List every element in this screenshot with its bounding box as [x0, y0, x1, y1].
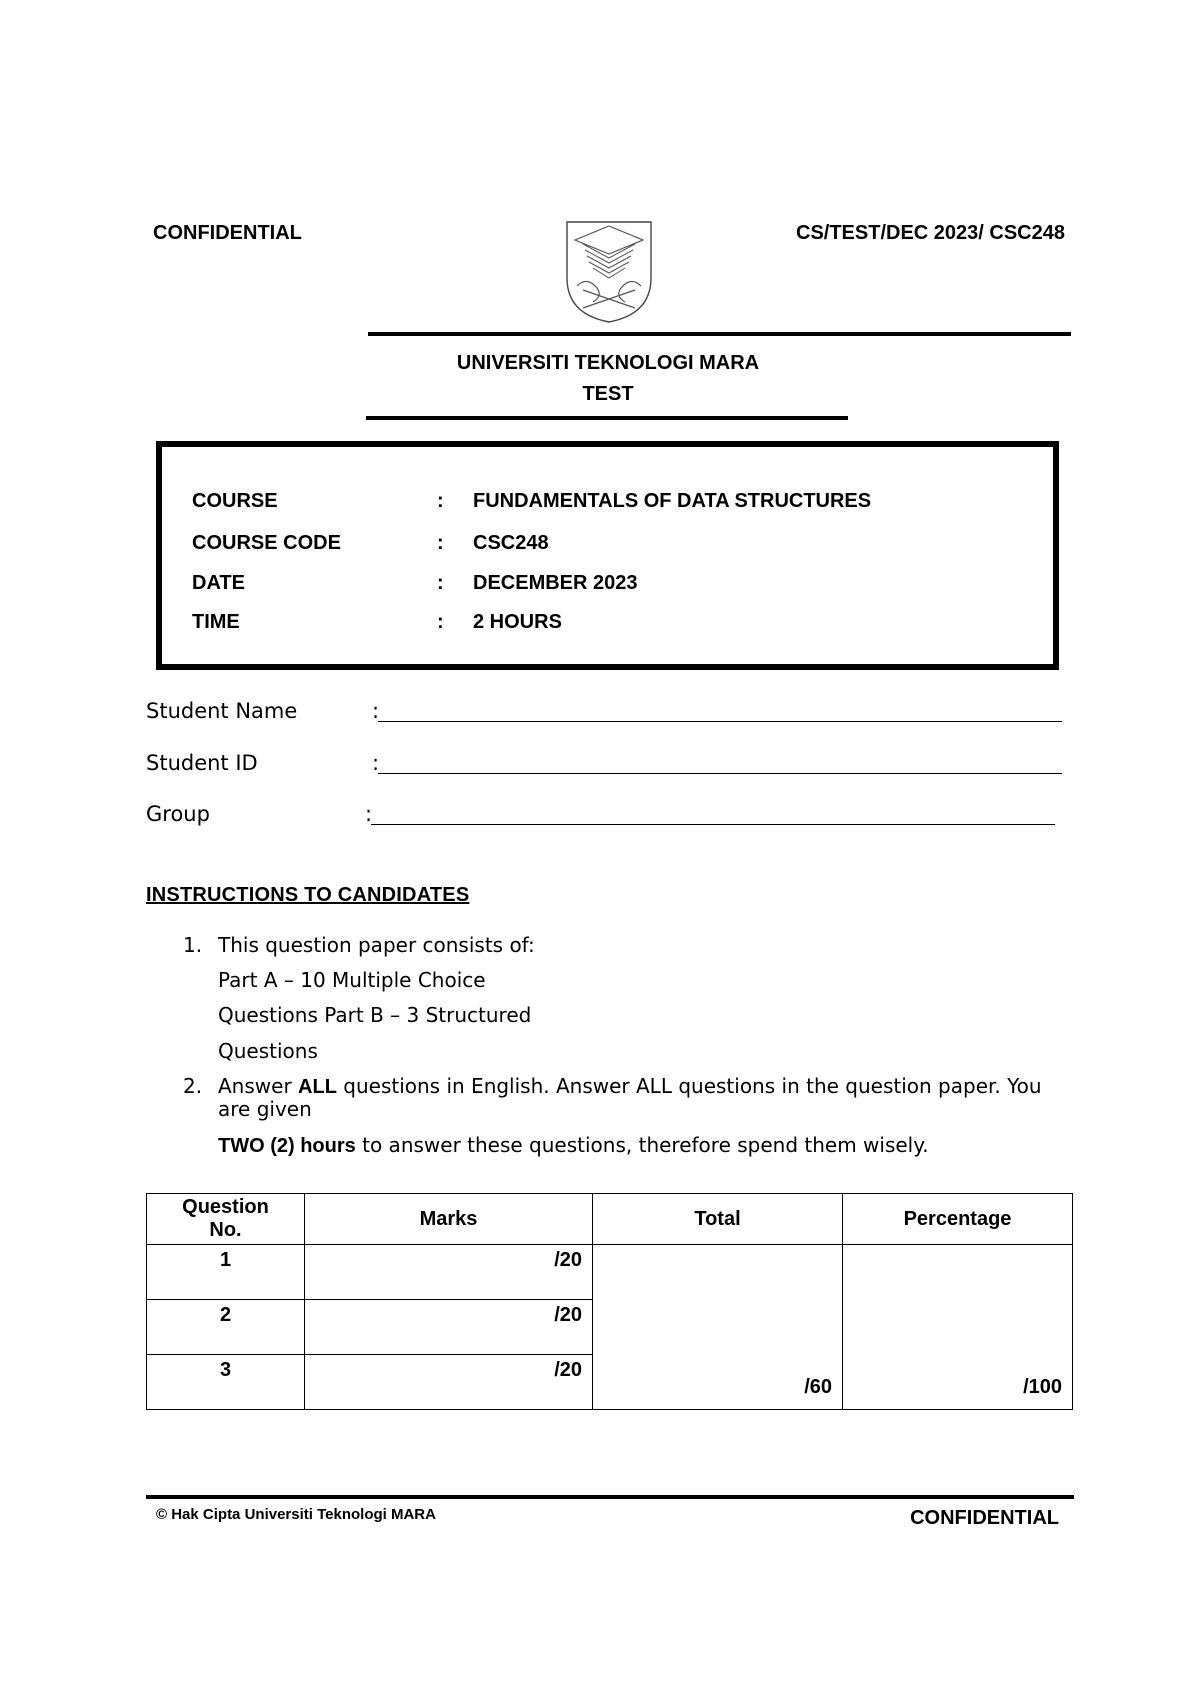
field-label: Student Name — [146, 699, 298, 723]
instruction-line: Questions Part B – 3 Structured — [218, 1003, 532, 1027]
header-question-no: Question No. — [147, 1194, 305, 1245]
question-number-cell: 3 — [147, 1355, 305, 1410]
header-paper-reference: CS/TEST/DEC 2023/ CSC248 — [796, 222, 1065, 244]
instruction-number: 1. — [183, 933, 203, 957]
group-field — [146, 802, 1066, 832]
course-info-colon: : — [437, 490, 444, 512]
course-info-value: CSC248 — [473, 532, 549, 554]
instruction-number: 2. — [183, 1074, 203, 1098]
field-colon: : — [372, 699, 380, 723]
footer-confidential-label: CONFIDENTIAL — [910, 1507, 1059, 1529]
header-confidential-label: CONFIDENTIAL — [153, 222, 302, 244]
course-info-colon: : — [437, 572, 444, 594]
student-name-input-line[interactable] — [378, 699, 1062, 722]
instructions-title: INSTRUCTIONS TO CANDIDATES — [146, 884, 470, 906]
course-info-colon: : — [437, 611, 444, 633]
field-label: Group — [146, 802, 210, 826]
header-percentage: Percentage — [843, 1194, 1073, 1245]
percentage-cell[interactable]: /100 — [843, 1245, 1073, 1410]
header-top-rule — [368, 332, 1071, 336]
course-info-value: FUNDAMENTALS OF DATA STRUCTURES — [473, 490, 872, 512]
university-crest-icon — [563, 218, 655, 324]
marks-cell[interactable]: /20 — [305, 1300, 593, 1355]
instruction-line: Questions — [218, 1039, 318, 1063]
field-colon: : — [365, 802, 373, 826]
instruction-line: TWO (2) hours to answer these questions, therefore spend them wisely. — [218, 1133, 929, 1157]
course-info-colon: : — [437, 532, 444, 554]
field-colon: : — [372, 751, 380, 775]
document-type: TEST — [582, 383, 634, 405]
score-table — [146, 1193, 1073, 1410]
group-input-line[interactable] — [371, 802, 1055, 825]
student-id-field — [146, 751, 1066, 781]
course-info-label: COURSE — [192, 490, 278, 512]
university-name: UNIVERSITI TEKNOLOGI MARA — [456, 352, 760, 374]
student-name-field — [146, 699, 1066, 729]
course-info-label: DATE — [192, 572, 245, 594]
course-info-value: 2 HOURS — [473, 611, 562, 633]
instruction-line: Answer ALL questions in English. Answer ALL questions in the question paper. You — [218, 1074, 1042, 1098]
header-total: Total — [593, 1194, 843, 1245]
course-info-value: DECEMBER 2023 — [473, 572, 638, 594]
header-marks: Marks — [305, 1194, 593, 1245]
course-info-label: COURSE CODE — [192, 532, 341, 554]
question-number-cell: 2 — [147, 1300, 305, 1355]
course-info-box — [156, 441, 1059, 670]
title-bottom-rule — [366, 416, 848, 420]
instruction-line: are given — [218, 1097, 312, 1121]
instruction-line: This question paper consists of: — [218, 933, 535, 957]
table-row — [147, 1245, 1073, 1300]
student-id-input-line[interactable] — [378, 751, 1062, 774]
footer-rule — [146, 1495, 1074, 1499]
field-label: Student ID — [146, 751, 258, 775]
instruction-line: Part A – 10 Multiple Choice — [218, 968, 486, 992]
marks-cell[interactable]: /20 — [305, 1355, 593, 1410]
footer-copyright: © Hak Cipta Universiti Teknologi MARA — [156, 1506, 436, 1523]
marks-cell[interactable]: /20 — [305, 1245, 593, 1300]
table-header-row — [147, 1194, 1073, 1245]
course-info-label: TIME — [192, 611, 240, 633]
title-block — [368, 348, 848, 410]
total-cell[interactable]: /60 — [593, 1245, 843, 1410]
question-number-cell: 1 — [147, 1245, 305, 1300]
